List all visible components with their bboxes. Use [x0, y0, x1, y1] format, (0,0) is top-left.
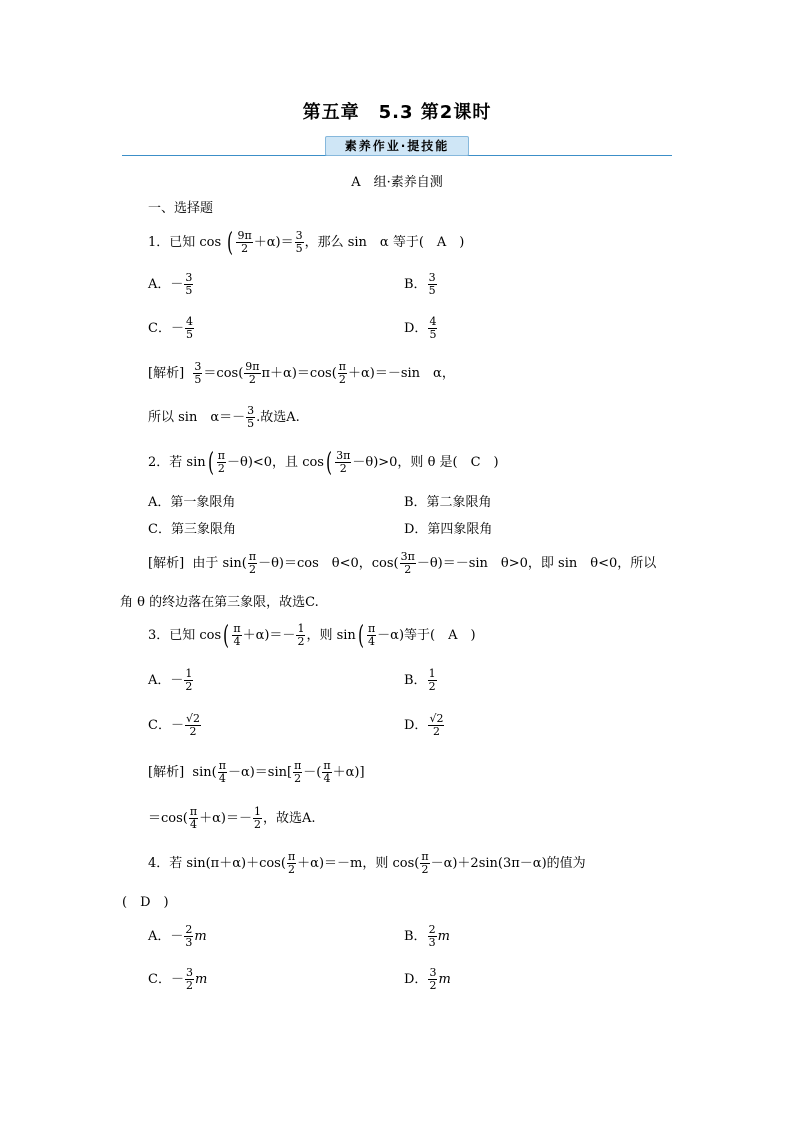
q3-option-c[interactable]: C．－ $\frac{√2}{2}$ [148, 712, 200, 738]
q3-option-d[interactable]: D． $\frac{√2}{2}$ [404, 712, 444, 738]
q1-option-c[interactable]: C．－ $\frac{4}{5}$ [148, 315, 193, 341]
q3-analysis: [解析] sin( $\frac{\pi}{4}$ －α)＝sin[ $\frac{\pi}{2}$ －( $\frac{\pi}{4}$ ＋α)] [148, 759, 365, 785]
q1-option-d[interactable]: D． $\frac{4}{5}$ [404, 315, 437, 341]
q4-option-b[interactable]: B． $\frac{2}{3}$ m [404, 923, 450, 949]
q1-frac2: $\frac{3}{5}$ [295, 229, 303, 255]
q1-option-a[interactable]: A．－ $\frac{3}{5}$ [148, 271, 193, 297]
q4-option-c[interactable]: C．－ $\frac{3}{2}$ m [148, 966, 208, 992]
question-1: 1．已知 cos ( $\frac{9\pi}{2}$ ＋α)＝ $\frac{3}{5}$ ，那么 sin α 等于( A ) [148, 227, 465, 258]
q4-answer: ( D ) [122, 895, 169, 910]
q2-option-c[interactable]: C．第三象限角 [148, 522, 236, 537]
q3-option-a[interactable]: A．－ $\frac{1}{2}$ [148, 667, 193, 693]
question-4: 4．若 sin(π＋α)＋cos( $\frac{\pi}{2}$ ＋α)＝－m，则 cos( $\frac{\pi}{2}$ －α)＋2sin(3π－α)的值为 [148, 850, 586, 876]
q1-post: ，那么 sin α 等于( A ) [304, 235, 465, 250]
section-banner: 素养作业·提技能 [325, 136, 469, 156]
q3-analysis-line2: ＝cos( $\frac{\pi}{4}$ ＋α)＝－ $\frac{1}{2}$ ，故选A. [148, 805, 316, 831]
q2-analysis: [解析] 由于 sin( $\frac{\pi}{2}$ －θ)＝cos θ<0，cos( $\frac{3\pi}{2}$ －θ)＝－sin θ>0，即 sin θ<0，所以 [148, 550, 657, 576]
q1-analysis-line2: 所以 sin α＝－ $\frac{3}{5}$ .故选A. [148, 404, 300, 430]
q4-option-d[interactable]: D． $\frac{3}{2}$ m [404, 966, 451, 992]
question-3: 3．已知 cos( $\frac{\pi}{4}$ ＋α)＝－ $\frac{1}{2}$ ，则 sin( $\frac{\pi}{4}$ －α)等于( A ) [148, 620, 476, 651]
q3-option-b[interactable]: B． $\frac{1}{2}$ [404, 667, 436, 693]
q2-option-b[interactable]: B．第二象限角 [404, 495, 492, 510]
q2-analysis-line2: 角 θ 的终边落在第三象限，故选C. [120, 595, 319, 610]
q1-analysis: [解析] $\frac{3}{5}$ ＝cos( $\frac{9\pi}{2}$ π＋α)＝cos( $\frac{\pi}{2}$ ＋α)＝－sin α， [148, 360, 455, 386]
question-2: 2．若 sin( $\frac{\pi}{2}$ －θ)<0，且 cos( $\frac{3\pi}{2}$ －θ)>0，则 θ 是( C ) [148, 447, 499, 478]
group-heading: A 组·素养自测 [351, 175, 443, 190]
q4-option-a[interactable]: A．－ $\frac{2}{3}$ m [148, 923, 207, 949]
page-title: 第五章 5.3 第2课时 [302, 102, 492, 123]
q2-option-a[interactable]: A．第一象限角 [148, 495, 236, 510]
q1-pre: 1．已知 cos [148, 235, 222, 250]
q1-option-b[interactable]: B． $\frac{3}{5}$ [404, 271, 436, 297]
q1-frac1: $\frac{9\pi}{2}$ [237, 229, 252, 255]
q2-option-d[interactable]: D．第四象限角 [404, 522, 493, 537]
section-heading: 一、选择题 [148, 201, 214, 216]
q1-mid: ＋α)＝ [253, 235, 294, 250]
